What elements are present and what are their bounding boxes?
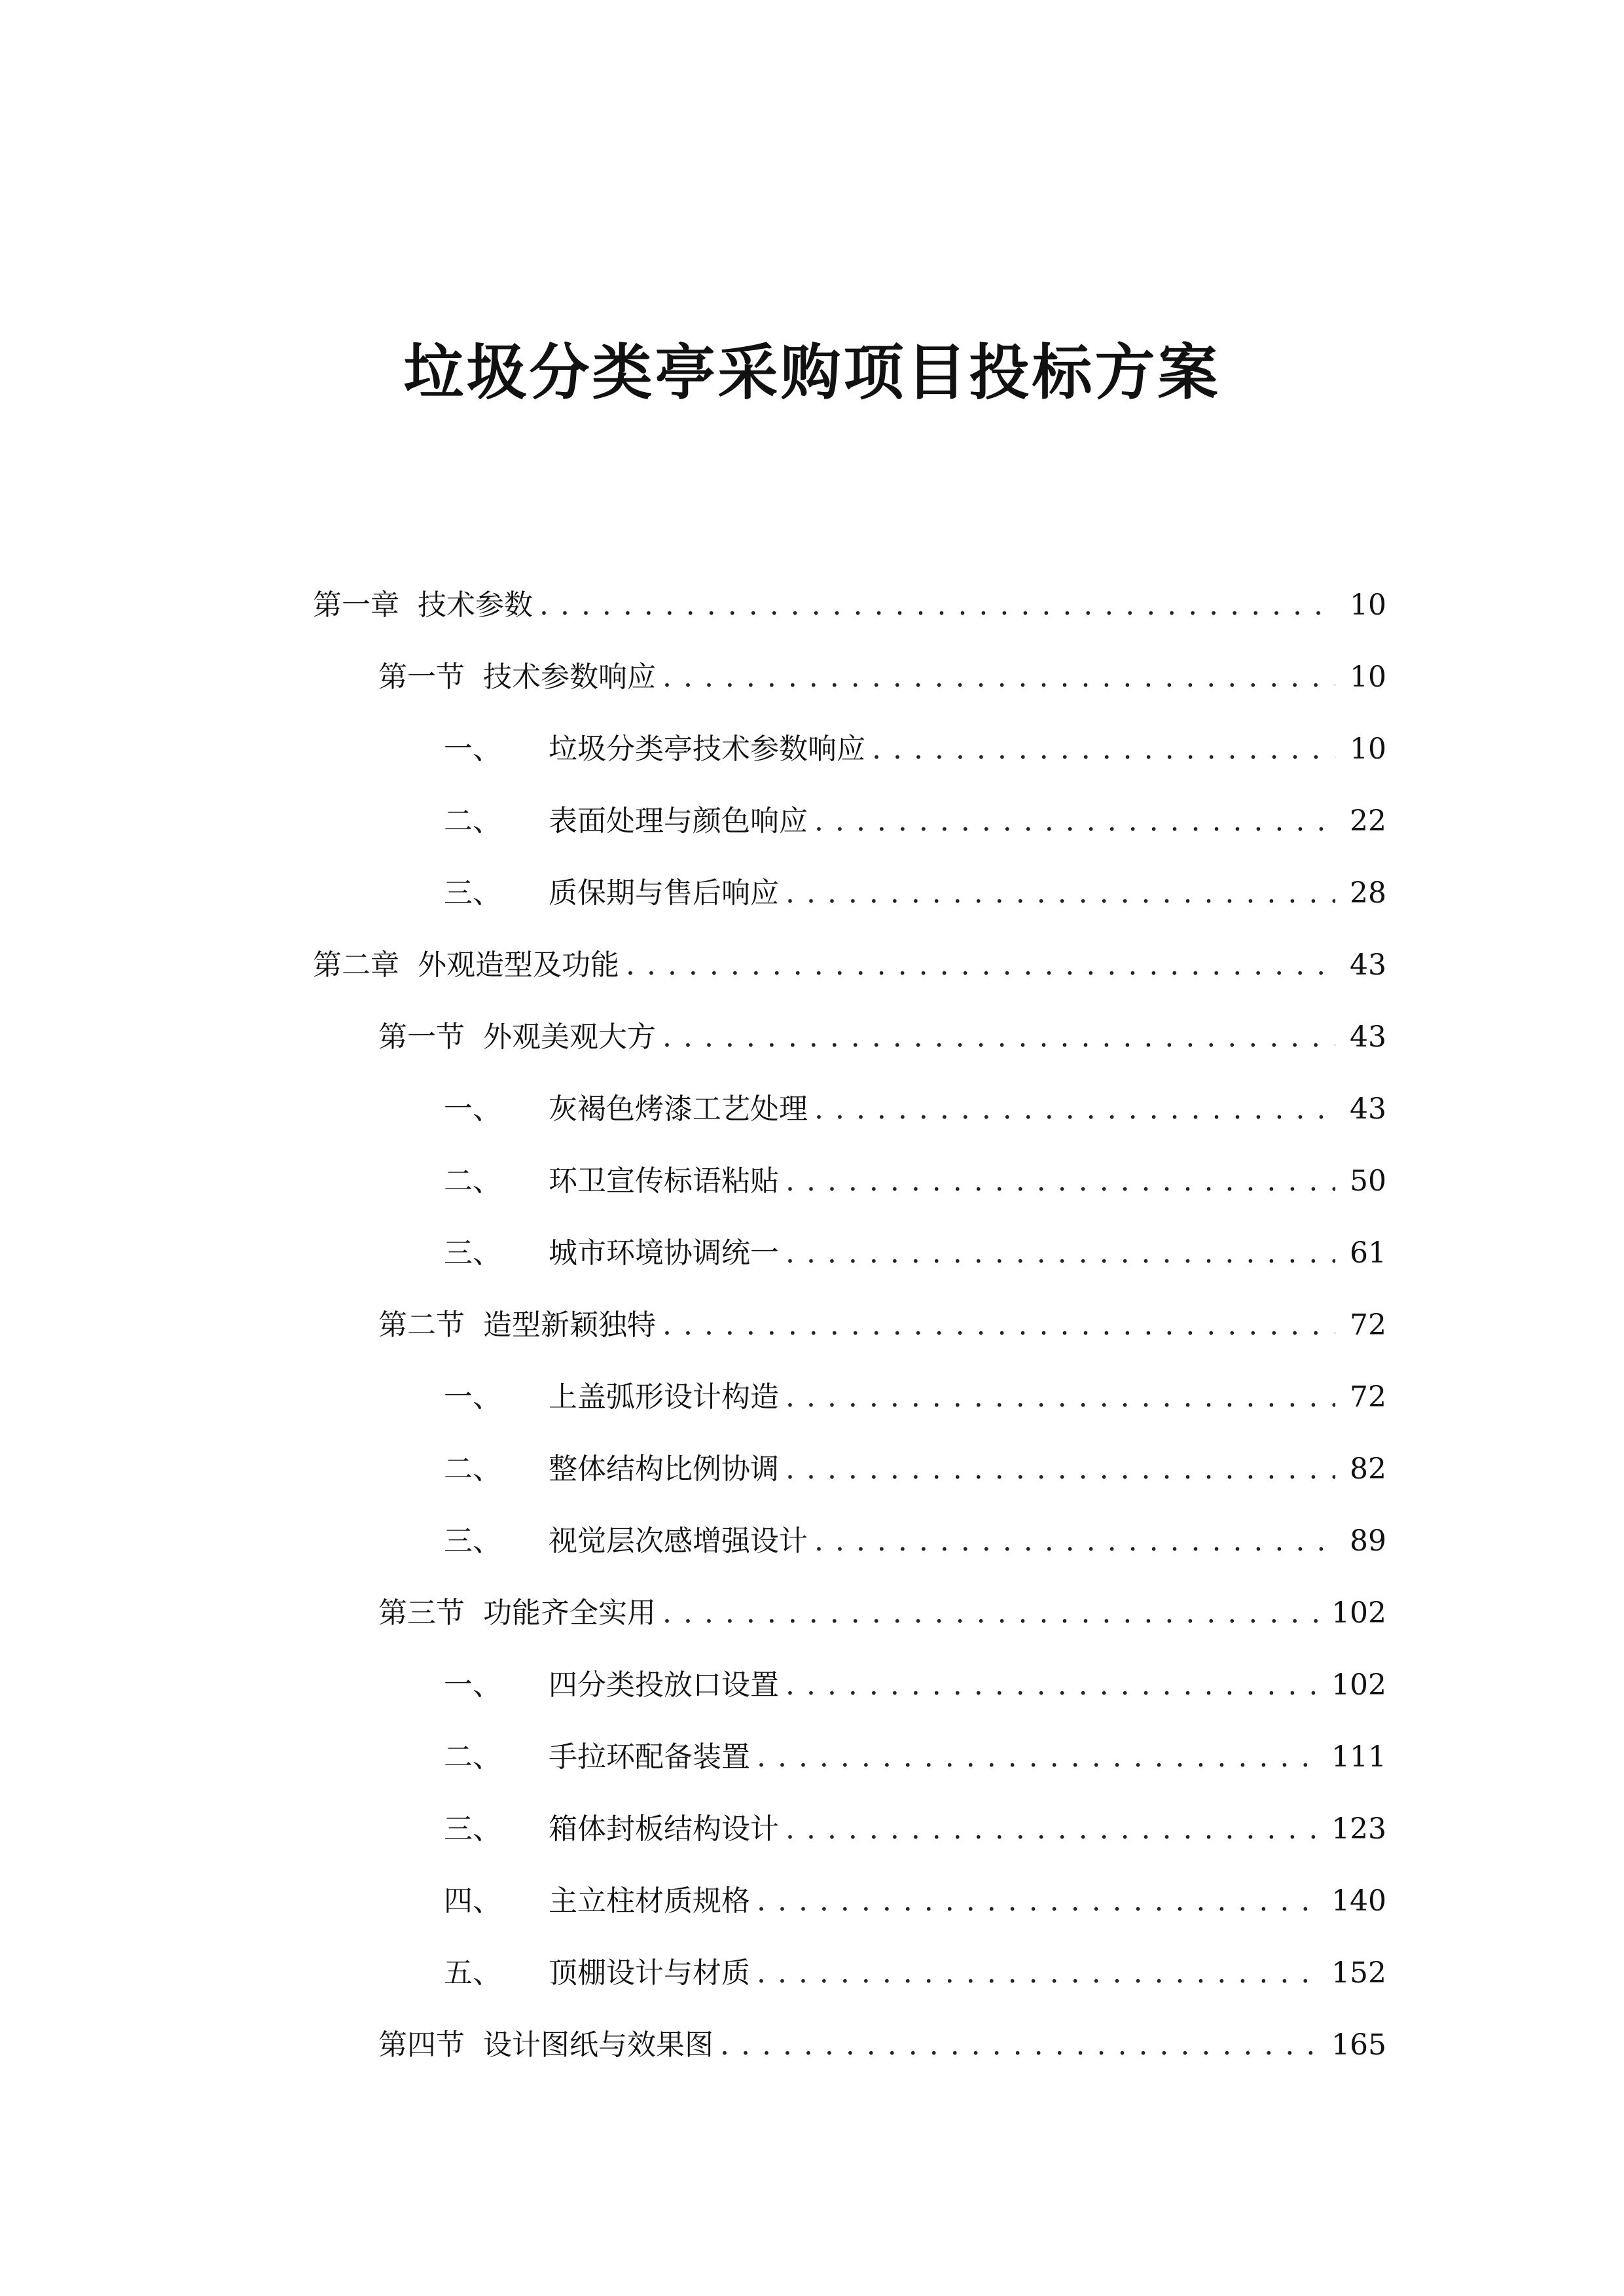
toc-entry-number: 第一节 xyxy=(378,660,465,694)
toc-dot-leader xyxy=(785,1793,1320,1865)
toc-entry-title: 四分类投放口设置 xyxy=(549,1668,779,1702)
toc-entry[interactable] xyxy=(313,713,1386,785)
toc-entry-number: 二、 xyxy=(444,1164,501,1198)
toc-entry-number: 二、 xyxy=(444,1452,501,1486)
table-of-contents xyxy=(313,569,1386,2081)
toc-entry-title: 箱体封板结构设计 xyxy=(549,1812,779,1846)
toc-dot-leader xyxy=(814,785,1335,857)
toc-dot-leader xyxy=(785,1217,1335,1289)
toc-dot-leader xyxy=(662,1577,1320,1649)
toc-page-number: 82 xyxy=(1350,1452,1386,1486)
toc-entry[interactable] xyxy=(313,2009,1386,2081)
toc-entry-title: 整体结构比例协调 xyxy=(549,1452,779,1486)
toc-page-number: 43 xyxy=(1350,1020,1386,1054)
toc-dot-leader xyxy=(814,1073,1335,1145)
toc-entry-title: 城市环境协调统一 xyxy=(549,1236,779,1270)
toc-page-number: 111 xyxy=(1331,1740,1386,1774)
toc-entry-number: 三、 xyxy=(444,876,501,910)
toc-entry[interactable] xyxy=(313,1073,1386,1145)
toc-entry[interactable] xyxy=(313,929,1386,1001)
toc-entry-title: 视觉层次感增强设计 xyxy=(549,1524,808,1558)
toc-entry[interactable] xyxy=(313,1865,1386,1937)
toc-entry-title: 设计图纸与效果图 xyxy=(483,2028,713,2062)
toc-entry[interactable] xyxy=(313,857,1386,929)
toc-entry-title: 外观造型及功能 xyxy=(418,948,619,982)
toc-entry-number: 一、 xyxy=(444,1668,501,1702)
toc-entry[interactable] xyxy=(313,1433,1386,1505)
toc-entry[interactable] xyxy=(313,1793,1386,1865)
toc-entry-title: 灰褐色烤漆工艺处理 xyxy=(549,1092,808,1126)
toc-dot-leader xyxy=(872,713,1335,785)
toc-entry-number: 一、 xyxy=(444,1092,501,1126)
toc-page-number: 123 xyxy=(1331,1812,1386,1846)
toc-entry-number: 二、 xyxy=(444,804,501,838)
toc-entry[interactable] xyxy=(313,1001,1386,1073)
toc-dot-leader xyxy=(662,641,1335,713)
toc-dot-leader xyxy=(785,857,1335,929)
toc-page-number: 43 xyxy=(1350,948,1386,982)
toc-entry-number: 第四节 xyxy=(378,2028,465,2062)
toc-entry-number: 第一节 xyxy=(378,1020,465,1054)
toc-entry-number: 五、 xyxy=(444,1956,501,1990)
toc-page-number: 22 xyxy=(1350,804,1386,838)
toc-entry[interactable] xyxy=(313,1505,1386,1577)
toc-entry[interactable] xyxy=(313,1145,1386,1217)
toc-page-number: 89 xyxy=(1350,1524,1386,1558)
toc-entry-title: 表面处理与颜色响应 xyxy=(549,804,808,838)
toc-entry[interactable] xyxy=(313,1361,1386,1433)
toc-entry-number: 四、 xyxy=(444,1884,501,1918)
toc-page-number: 43 xyxy=(1350,1092,1386,1126)
toc-dot-leader xyxy=(720,2009,1320,2081)
document-title: 垃圾分类亭采购项目投标方案 xyxy=(403,338,1221,408)
toc-entry-title: 技术参数 xyxy=(418,588,533,622)
toc-entry-number: 第二节 xyxy=(378,1308,465,1342)
toc-entry-number: 第三节 xyxy=(378,1596,465,1630)
toc-dot-leader xyxy=(757,1937,1320,2009)
toc-entry-title: 主立柱材质规格 xyxy=(549,1884,750,1918)
toc-entry[interactable] xyxy=(313,1649,1386,1721)
toc-dot-leader xyxy=(785,1433,1335,1505)
toc-page-number: 61 xyxy=(1350,1236,1386,1270)
toc-entry[interactable] xyxy=(313,785,1386,857)
toc-entry-title: 造型新颖独特 xyxy=(483,1308,656,1342)
toc-entry-title: 手拉环配备装置 xyxy=(549,1740,750,1774)
toc-entry-title: 顶棚设计与材质 xyxy=(549,1956,750,1990)
toc-page-number: 72 xyxy=(1350,1380,1386,1414)
toc-entry-number: 二、 xyxy=(444,1740,501,1774)
toc-page-number: 152 xyxy=(1331,1956,1386,1990)
toc-page-number: 102 xyxy=(1331,1596,1386,1630)
toc-entry-title: 上盖弧形设计构造 xyxy=(549,1380,779,1414)
toc-entry-number: 一、 xyxy=(444,1380,501,1414)
toc-entry-number: 三、 xyxy=(444,1236,501,1270)
toc-page-number: 102 xyxy=(1331,1668,1386,1702)
toc-page-number: 10 xyxy=(1350,588,1386,622)
toc-entry[interactable] xyxy=(313,1289,1386,1361)
toc-entry-number: 第二章 xyxy=(313,948,399,982)
toc-dot-leader xyxy=(662,1289,1335,1361)
toc-page-number: 72 xyxy=(1350,1308,1386,1342)
toc-entry-number: 第一章 xyxy=(313,588,399,622)
toc-page-number: 140 xyxy=(1331,1884,1386,1918)
toc-entry-number: 三、 xyxy=(444,1812,501,1846)
toc-entry-title: 技术参数响应 xyxy=(483,660,656,694)
toc-entry-title: 垃圾分类亭技术参数响应 xyxy=(549,732,865,766)
toc-entry-number: 三、 xyxy=(444,1524,501,1558)
toc-entry[interactable] xyxy=(313,1721,1386,1793)
toc-entry[interactable] xyxy=(313,1577,1386,1649)
toc-entry[interactable] xyxy=(313,569,1386,641)
toc-entry-title: 环卫宣传标语粘贴 xyxy=(549,1164,779,1198)
toc-entry[interactable] xyxy=(313,1217,1386,1289)
toc-page-number: 28 xyxy=(1350,876,1386,910)
toc-dot-leader xyxy=(539,569,1335,641)
toc-entry-number: 一、 xyxy=(444,732,501,766)
toc-dot-leader xyxy=(757,1865,1320,1937)
toc-dot-leader xyxy=(785,1649,1320,1721)
toc-entry-title: 质保期与售后响应 xyxy=(549,876,779,910)
toc-dot-leader xyxy=(814,1505,1335,1577)
toc-dot-leader xyxy=(785,1361,1335,1433)
toc-page-number: 10 xyxy=(1350,660,1386,694)
toc-entry-title: 功能齐全实用 xyxy=(483,1596,656,1630)
toc-page-number: 50 xyxy=(1350,1164,1386,1198)
toc-entry[interactable] xyxy=(313,641,1386,713)
toc-dot-leader xyxy=(662,1001,1335,1073)
toc-page-number: 165 xyxy=(1331,2028,1386,2062)
toc-dot-leader xyxy=(785,1145,1335,1217)
toc-dot-leader xyxy=(757,1721,1320,1793)
toc-dot-leader xyxy=(626,929,1335,1001)
toc-entry-title: 外观美观大方 xyxy=(483,1020,656,1054)
toc-page-number: 10 xyxy=(1350,732,1386,766)
toc-entry[interactable] xyxy=(313,1937,1386,2009)
